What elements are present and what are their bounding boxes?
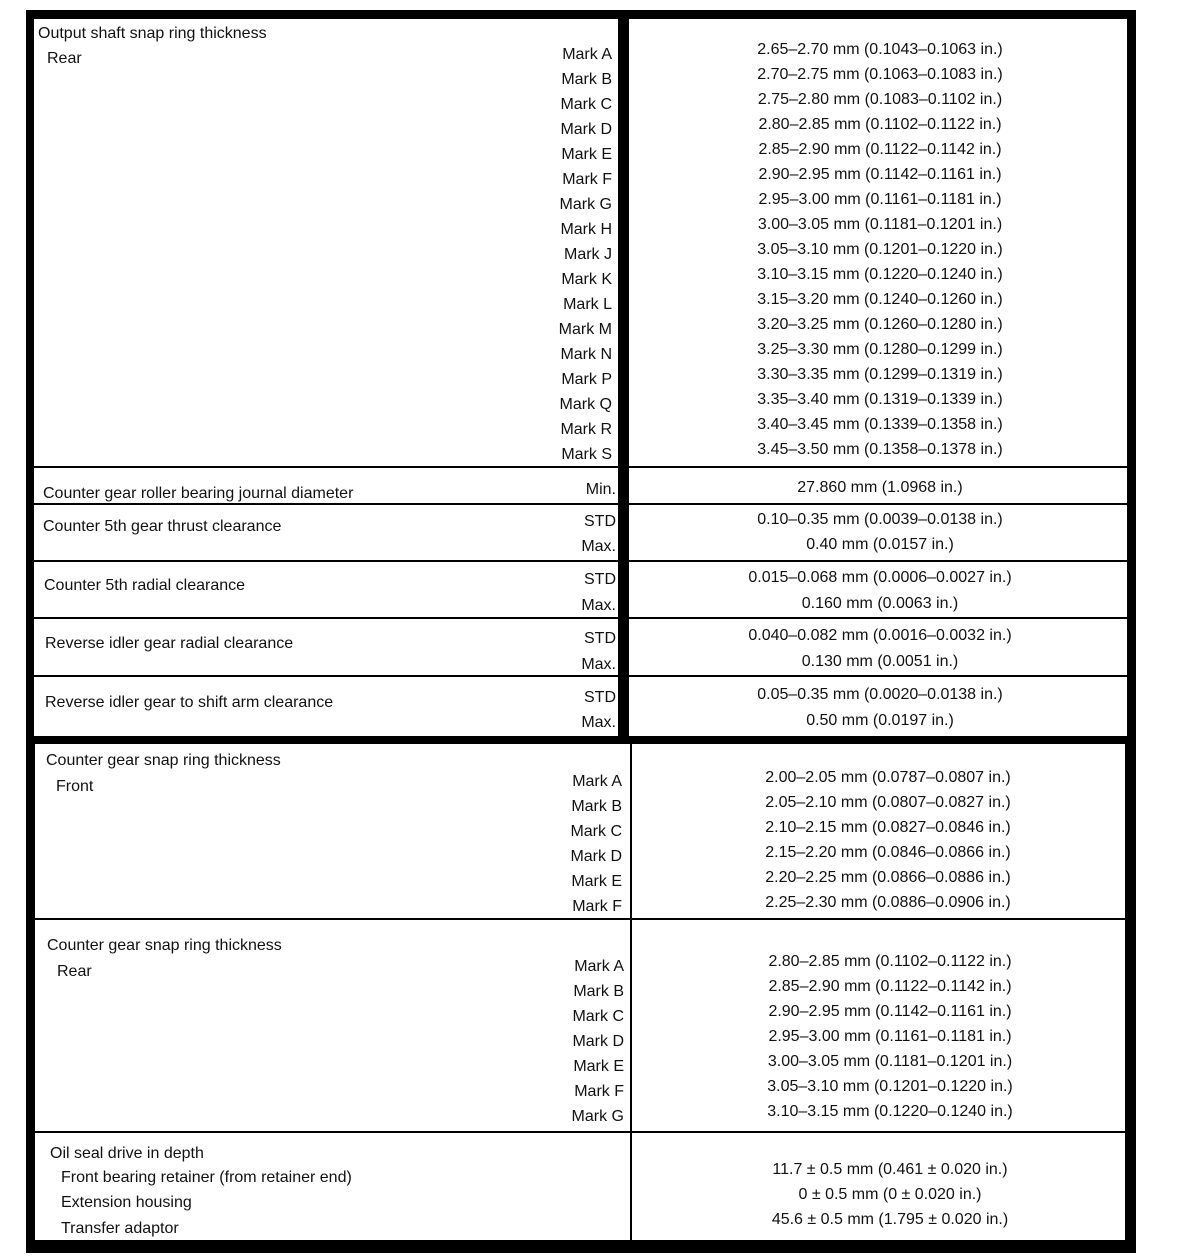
mark-label: Mark A xyxy=(572,773,622,790)
table2-row-divider xyxy=(35,1131,1126,1133)
table2-bottom-border xyxy=(26,1240,1136,1253)
mark-label: Mark F xyxy=(574,1083,624,1100)
mark-value: 3.30–3.35 mm (0.1299–0.1319 in.) xyxy=(757,366,1003,383)
mark-value: 2.15–2.20 mm (0.0846–0.0866 in.) xyxy=(765,844,1011,861)
mark-label: Mark K xyxy=(561,271,612,288)
oil-seal-item-value: 0 ± 0.5 mm (0 ± 0.020 in.) xyxy=(798,1186,982,1203)
mark-value: 3.45–3.50 mm (0.1358–0.1378 in.) xyxy=(757,441,1003,458)
reverse-radial-title: Reverse idler gear radial clearance xyxy=(45,635,294,652)
mark-label: Mark A xyxy=(562,46,612,63)
table1-top-border xyxy=(26,10,1136,19)
table1-row-divider xyxy=(34,560,1128,562)
table1-left-border xyxy=(26,10,34,743)
mark-value: 3.05–3.10 mm (0.1201–0.1220 in.) xyxy=(757,241,1003,258)
mark-label: Mark M xyxy=(558,321,612,338)
mark-value: 3.00–3.05 mm (0.1181–0.1201 in.) xyxy=(757,216,1003,233)
mark-label: Mark J xyxy=(564,246,612,263)
table1-column-divider xyxy=(618,10,629,743)
mark-label: Mark B xyxy=(571,798,622,815)
mark-value: 2.20–2.25 mm (0.0866–0.0886 in.) xyxy=(765,869,1011,886)
table2-row-divider xyxy=(35,918,1126,920)
thrust-std-label: STD xyxy=(584,513,616,530)
mark-value: 3.10–3.15 mm (0.1220–0.1240 in.) xyxy=(767,1103,1013,1120)
mark-label: Mark C xyxy=(560,96,612,113)
mark-value: 2.80–2.85 mm (0.1102–0.1122 in.) xyxy=(768,953,1012,970)
radial-std-label: STD xyxy=(584,571,616,588)
mark-value: 2.75–2.80 mm (0.1083–0.1102 in.) xyxy=(757,91,1003,108)
mark-label: Mark S xyxy=(561,446,612,463)
mark-value: 2.90–2.95 mm (0.1142–0.1161 in.) xyxy=(768,1003,1012,1020)
table2-column-divider xyxy=(630,744,632,1240)
thrust-std-value: 0.10–0.35 mm (0.0039–0.0138 in.) xyxy=(757,511,1003,528)
mark-label: Mark E xyxy=(573,1058,624,1075)
mark-label: Mark N xyxy=(560,346,612,363)
output-shaft-title: Output shaft snap ring thickness xyxy=(38,25,267,42)
mark-label: Mark G xyxy=(559,196,612,213)
reverse-radial-std-label: STD xyxy=(584,630,616,647)
oil-seal-item-label: Transfer adaptor xyxy=(61,1220,179,1237)
reverse-radial-std-value: 0.040–0.082 mm (0.0016–0.0032 in.) xyxy=(748,627,1012,644)
mark-value: 3.40–3.45 mm (0.1339–0.1358 in.) xyxy=(757,416,1003,433)
rear-sub: Rear xyxy=(57,963,92,980)
table1-row-divider xyxy=(34,675,1128,677)
front-sub: Front xyxy=(56,778,94,795)
mark-value: 2.95–3.00 mm (0.1161–0.1181 in.) xyxy=(758,191,1002,208)
table1-row-divider xyxy=(34,503,1128,505)
thrust-max-value: 0.40 mm (0.0157 in.) xyxy=(806,536,954,553)
mark-label: Mark H xyxy=(560,221,612,238)
radial-std-value: 0.015–0.068 mm (0.0006–0.0027 in.) xyxy=(748,569,1012,586)
oil-seal-title: Oil seal drive in depth xyxy=(50,1145,204,1162)
table1-bottom-border xyxy=(26,736,1136,744)
reverse-radial-max-label: Max. xyxy=(581,656,616,673)
mark-value: 3.05–3.10 mm (0.1201–0.1220 in.) xyxy=(767,1078,1013,1095)
mark-label: Mark F xyxy=(572,898,622,915)
oil-seal-item-value: 11.7 ± 0.5 mm (0.461 ± 0.020 in.) xyxy=(772,1161,1008,1178)
thrust-max-label: Max. xyxy=(581,538,616,555)
mark-value: 2.80–2.85 mm (0.1102–0.1122 in.) xyxy=(758,116,1002,133)
mark-value: 2.85–2.90 mm (0.1122–0.1142 in.) xyxy=(758,141,1002,158)
mark-label: Mark D xyxy=(572,1033,624,1050)
reverse-shift-max-value: 0.50 mm (0.0197 in.) xyxy=(806,712,954,729)
table1-right-border xyxy=(1127,10,1136,743)
mark-label: Mark G xyxy=(571,1108,624,1125)
journal-value: 27.860 mm (1.0968 in.) xyxy=(797,479,963,496)
mark-label: Mark P xyxy=(561,371,612,388)
table1-row-divider xyxy=(34,466,1128,468)
reverse-shift-title: Reverse idler gear to shift arm clearance xyxy=(45,694,334,711)
mark-value: 3.20–3.25 mm (0.1260–0.1280 in.) xyxy=(757,316,1003,333)
front-title: Counter gear snap ring thickness xyxy=(46,752,281,769)
mark-value: 2.25–2.30 mm (0.0886–0.0906 in.) xyxy=(765,894,1011,911)
mark-value: 3.10–3.15 mm (0.1220–0.1240 in.) xyxy=(757,266,1003,283)
mark-label: Mark D xyxy=(570,848,622,865)
mark-value: 3.00–3.05 mm (0.1181–0.1201 in.) xyxy=(767,1053,1013,1070)
oil-seal-item-label: Extension housing xyxy=(61,1194,192,1211)
output-shaft-sub: Rear xyxy=(47,50,82,67)
mark-value: 2.05–2.10 mm (0.0807–0.0827 in.) xyxy=(765,794,1011,811)
oil-seal-item-label: Front bearing retainer (from retainer end) xyxy=(61,1169,352,1186)
mark-value: 2.95–3.00 mm (0.1161–0.1181 in.) xyxy=(768,1028,1012,1045)
journal-title: Counter gear roller bearing journal diameter xyxy=(43,485,354,502)
mark-value: 2.90–2.95 mm (0.1142–0.1161 in.) xyxy=(758,166,1002,183)
mark-label: Mark L xyxy=(563,296,612,313)
mark-value: 3.25–3.30 mm (0.1280–0.1299 in.) xyxy=(757,341,1003,358)
mark-value: 2.65–2.70 mm (0.1043–0.1063 in.) xyxy=(757,41,1003,58)
table2-left-border xyxy=(26,743,35,1253)
mark-label: Mark C xyxy=(572,1008,624,1025)
mark-value: 2.10–2.15 mm (0.0827–0.0846 in.) xyxy=(765,819,1011,836)
rear-title: Counter gear snap ring thickness xyxy=(47,937,282,954)
radial-title: Counter 5th radial clearance xyxy=(44,577,246,594)
mark-label: Mark Q xyxy=(559,396,612,413)
thrust-title: Counter 5th gear thrust clearance xyxy=(43,518,282,535)
mark-value: 2.85–2.90 mm (0.1122–0.1142 in.) xyxy=(768,978,1012,995)
reverse-shift-std-value: 0.05–0.35 mm (0.0020–0.0138 in.) xyxy=(757,686,1003,703)
mark-value: 2.00–2.05 mm (0.0787–0.0807 in.) xyxy=(765,769,1011,786)
table1-row-divider xyxy=(34,617,1128,619)
mark-label: Mark B xyxy=(573,983,624,1000)
mark-label: Mark E xyxy=(561,146,612,163)
mark-value: 3.35–3.40 mm (0.1319–0.1339 in.) xyxy=(757,391,1003,408)
mark-label: Mark E xyxy=(571,873,622,890)
mark-label: Mark R xyxy=(560,421,612,438)
mark-label: Mark A xyxy=(574,958,624,975)
reverse-radial-max-value: 0.130 mm (0.0051 in.) xyxy=(801,653,959,670)
radial-max-value: 0.160 mm (0.0063 in.) xyxy=(801,595,959,612)
reverse-shift-std-label: STD xyxy=(584,689,616,706)
oil-seal-item-value: 45.6 ± 0.5 mm (1.795 ± 0.020 in.) xyxy=(771,1211,1009,1228)
mark-label: Mark C xyxy=(570,823,622,840)
reverse-shift-max-label: Max. xyxy=(581,714,616,731)
journal-label: Min. xyxy=(585,481,616,498)
radial-max-label: Max. xyxy=(581,597,616,614)
mark-value: 3.15–3.20 mm (0.1240–0.1260 in.) xyxy=(757,291,1003,308)
mark-label: Mark F xyxy=(562,171,612,188)
mark-label: Mark D xyxy=(560,121,612,138)
mark-value: 2.70–2.75 mm (0.1063–0.1083 in.) xyxy=(757,66,1003,83)
mark-label: Mark B xyxy=(561,71,612,88)
